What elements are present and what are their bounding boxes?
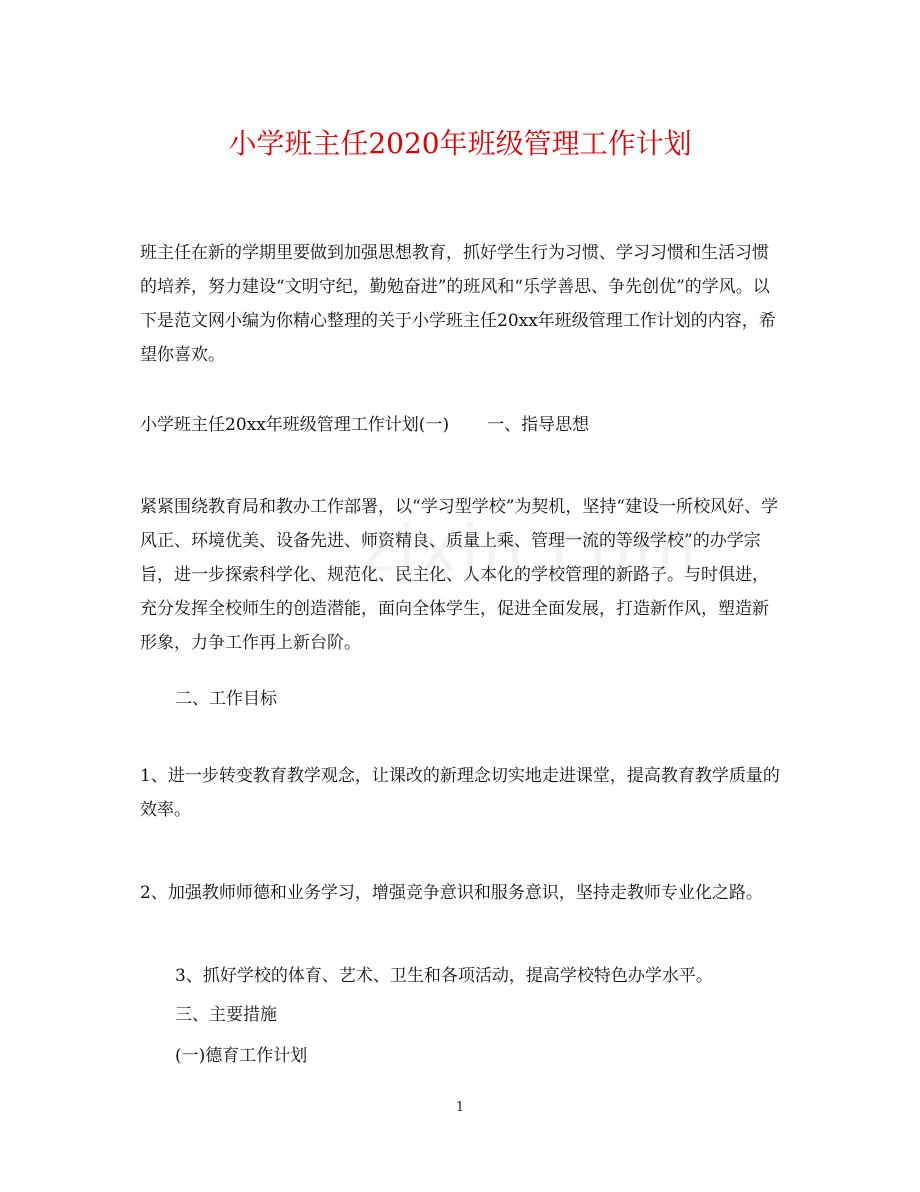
section-2-heading: 二、工作目标 <box>175 689 277 709</box>
document-title: 小学班主任2020年班级管理工作计划 <box>228 127 692 160</box>
plan-heading-line <box>140 408 785 442</box>
goal-3: 3、抓好学校的体育、艺术、卫生和各项活动，提高学校特色办学水平。 <box>175 966 713 986</box>
intro-paragraph: 班主任在新的学期里要做到加强思想教育，抓好学生行为习惯、学习习惯和生活习惯的培养，努力建设“文明守纪，勤勉奋进”的班风和“乐学善思、争先创优”的学风。以下是范文网小编为你精心整理的关于小学班主任20xx年班级管理工作计划的内容，希望你喜欢。 <box>140 243 776 365</box>
subsection-1-heading: (一)德育工作计划 <box>175 1046 308 1066</box>
section-3-heading: 三、主要措施 <box>175 1005 277 1025</box>
goal-1: 1、进一步转变教育教学观念，让课改的新理念切实地走进课堂，提高教育教学质量的效率。 <box>140 766 780 820</box>
page-number: 1 <box>455 1100 465 1115</box>
section-1-heading: 一、指导思想 <box>487 415 590 435</box>
section-1-body: 紧紧围绕教育局和教办工作部署，以“学习型学校”为契机，坚持“建设一所校风好、学风正、环境优美、设备先进、师资精良、质量上乘、管理一流的等级学校”的办学宗旨，进一步探索科学化、规范化、民主化、人本化的学校管理的新路子。与时俱进，充分发挥全校师生的创造潜能，面向全体学生，促进全面发展，打造新作风，塑造新形象，力争工作再上新台阶。 <box>140 497 779 653</box>
plan-heading: 小学班主任20xx年班级管理工作计划(一) <box>140 415 450 435</box>
goal-2: 2、加强教师师德和业务学习，增强竞争意识和服务意识，坚持走教师专业化之路。 <box>140 883 763 903</box>
